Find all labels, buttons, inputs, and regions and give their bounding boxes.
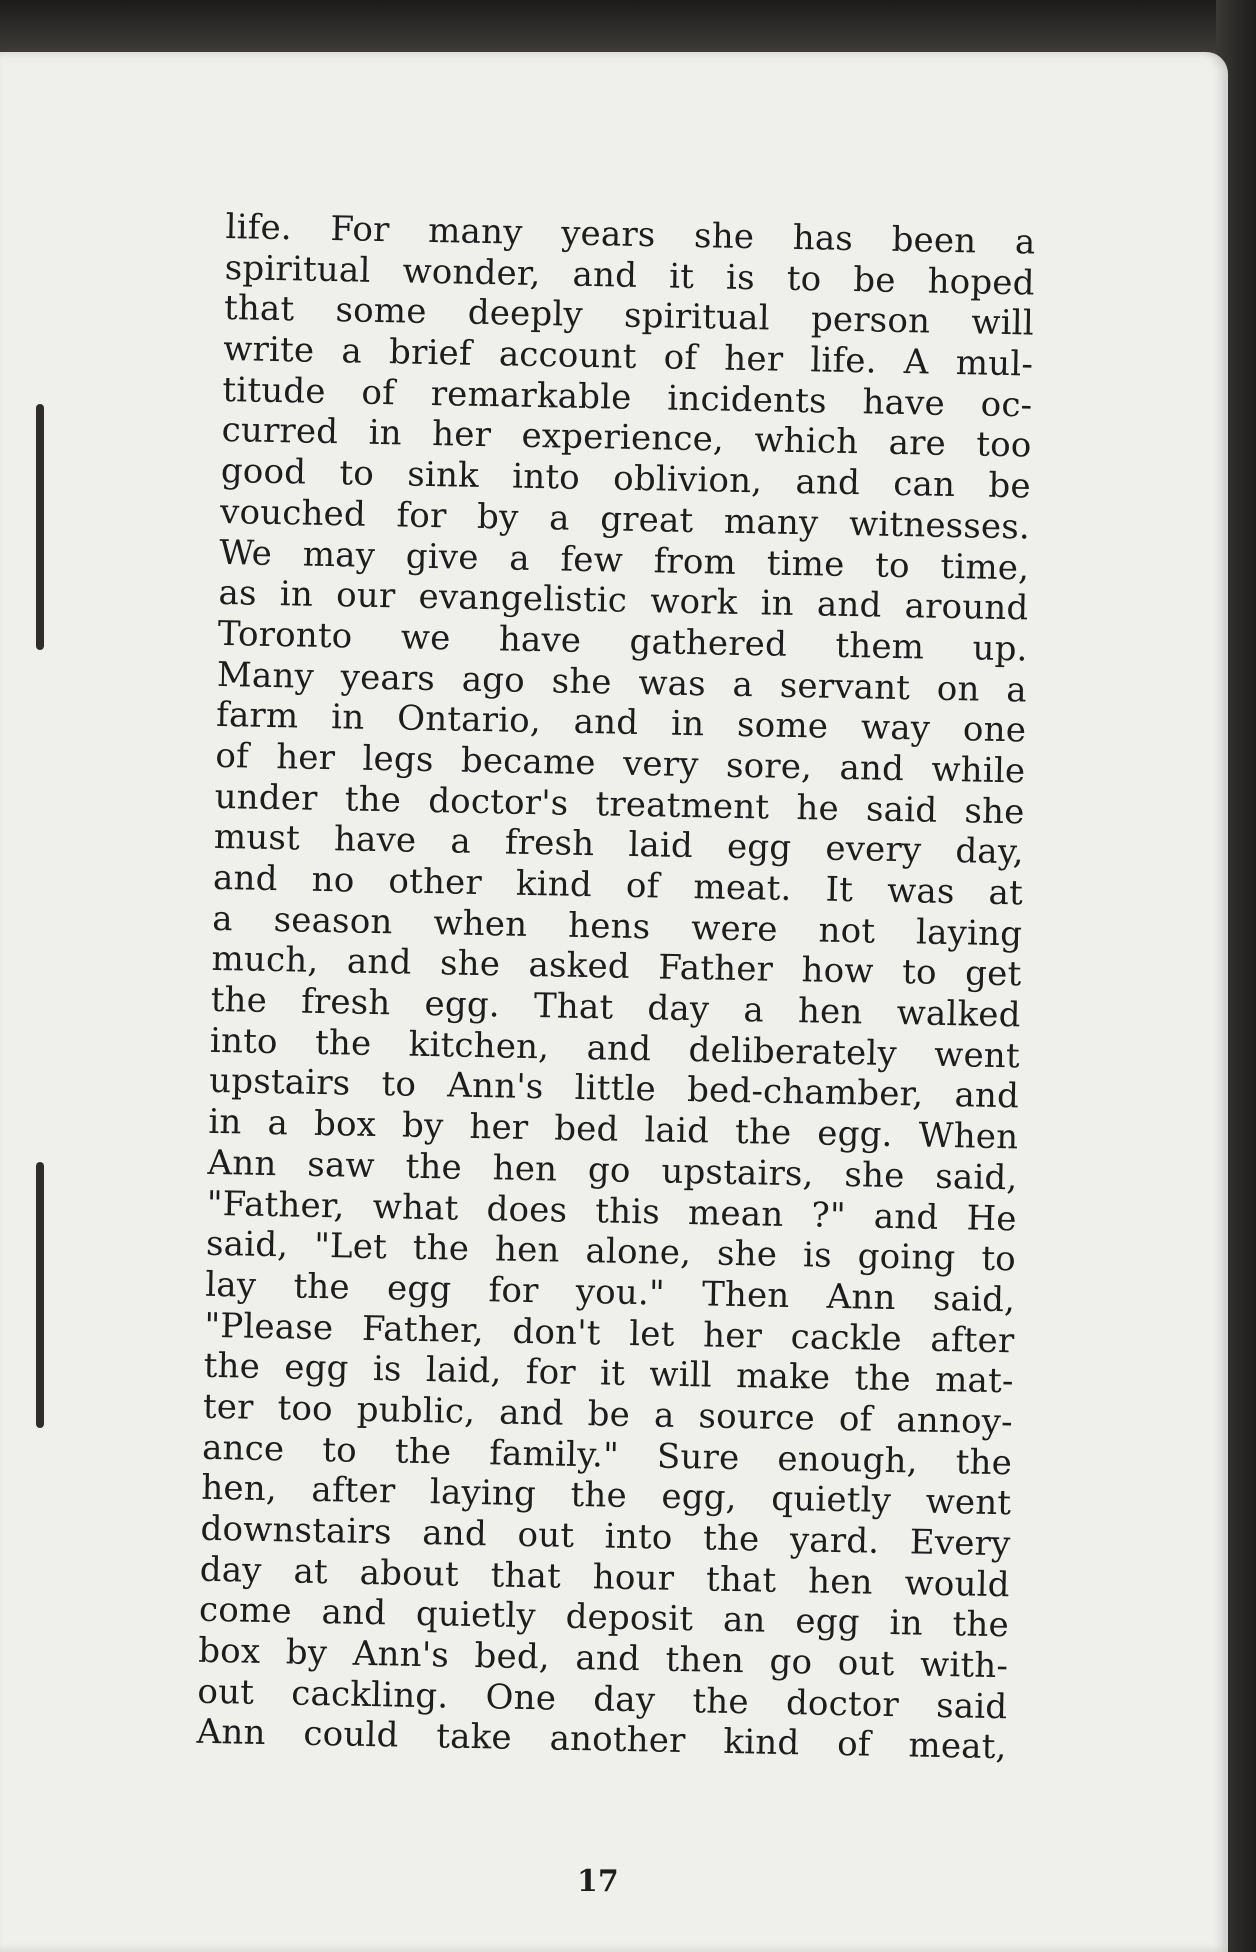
- text-line: We may give a few from time to time,: [218, 532, 1030, 588]
- text-line: day at about that hour that hen would: [199, 1549, 1011, 1605]
- book-page: [0, 52, 1228, 1952]
- text-line: under the doctor's treatment he said she: [214, 776, 1025, 833]
- text-line: the egg is laid, for it will make the mat-: [203, 1346, 1014, 1402]
- text-line: life. For many years she has been a: [225, 207, 1036, 263]
- body-text: [196, 207, 1036, 1768]
- text-line: in a box by her bed laid the egg. When: [208, 1101, 1019, 1158]
- text-line: lay the egg for you." Then Ann said,: [204, 1264, 1016, 1321]
- text-line: spiritual wonder, and it is to be hoped: [224, 247, 1036, 304]
- text-line: Ann could take another kind of meat,: [196, 1712, 1007, 1768]
- text-line: hen, after laying the egg, quietly went: [201, 1468, 1012, 1524]
- text-line: as in our evangelistic work in and around: [218, 573, 1029, 629]
- text-line: Many years ago she was a servant on a: [216, 654, 1028, 711]
- text-line: farm in Ontario, and in some way one: [215, 695, 1027, 751]
- text-line: that some deeply spiritual person will: [223, 288, 1035, 344]
- text-line: come and quietly deposit an egg in the: [198, 1590, 1010, 1646]
- text-line: Ann saw the hen go upstairs, she said,: [207, 1142, 1018, 1199]
- text-line: "Please Father, don't let her cackle after: [204, 1305, 1015, 1361]
- text-line: the fresh egg. That day a hen walked: [210, 979, 1022, 1036]
- text-line: write a brief account of her life. A mul-: [222, 329, 1034, 385]
- text-line: titude of remarkable incidents have oc-: [222, 369, 1033, 426]
- text-line: ance to the family." Sure enough, the: [201, 1427, 1013, 1483]
- page-number: 17: [577, 1864, 619, 1899]
- text-line: "Father, what does this mean ?" and He: [206, 1183, 1018, 1239]
- text-line: curred in her experience, which are too: [221, 410, 1032, 466]
- text-line: good to sink into oblivion, and can be: [220, 451, 1032, 507]
- text-line: must have a fresh laid egg every day,: [213, 817, 1025, 873]
- text-line: box by Ann's bed, and then go out with-: [197, 1630, 1009, 1687]
- binding-thread: [36, 530, 44, 650]
- text-line: and no other kind of meat. It was at: [212, 857, 1024, 914]
- text-line: ter too public, and be a source of annoy-: [202, 1386, 1014, 1443]
- text-line: Toronto we have gathered them up.: [217, 613, 1029, 670]
- text-line: out cackling. One day the doctor said: [197, 1671, 1008, 1728]
- binding-thread: [36, 1278, 44, 1428]
- text-line: upstairs to Ann's little bed-chamber, and: [208, 1061, 1020, 1117]
- text-line: much, and she asked Father how to get: [211, 939, 1022, 995]
- binding-thread: [36, 1162, 44, 1292]
- text-line: vouched for by a great many witnesses.: [219, 491, 1031, 548]
- text-line: said, "Let the hen alone, she is going to: [205, 1224, 1017, 1280]
- text-line: a season when hens were not laying: [211, 898, 1023, 955]
- text-line: into the kitchen, and deliberately went: [209, 1020, 1021, 1077]
- text-line: downstairs and out into the yard. Every: [200, 1508, 1011, 1565]
- text-line: of her legs became very sore, and while: [215, 735, 1026, 792]
